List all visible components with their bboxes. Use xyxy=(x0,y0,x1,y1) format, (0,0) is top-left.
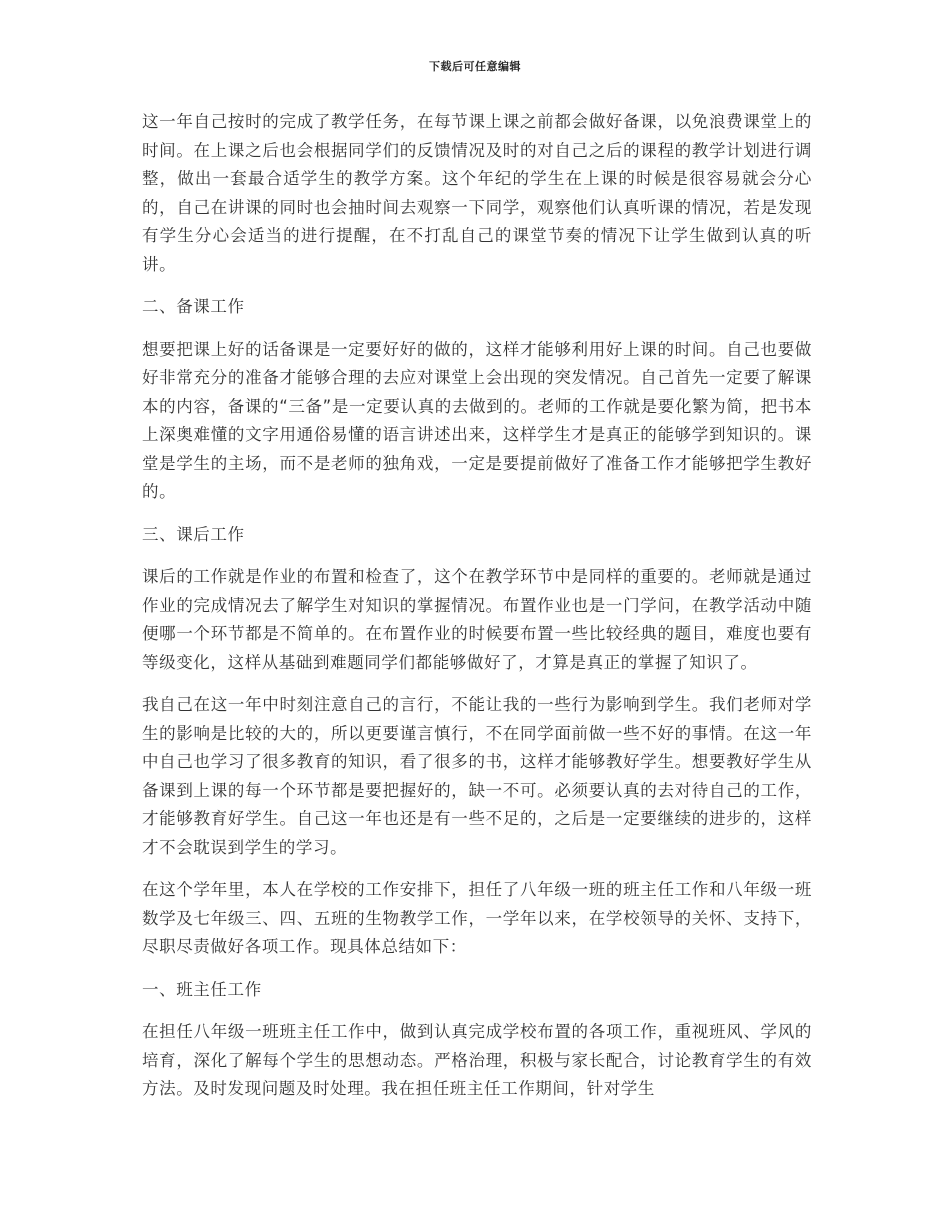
section-heading-lesson-prep: 二、备课工作 xyxy=(142,297,245,316)
paragraph-school-year-summary: 在这个学年里，本人在学校的工作安排下，担任了八年级一班的班主任工作和八年级一班数学及七年级三、四、五班的生物教学工作，一学年以来，在学校领导的关怀、支持下，尽职尽责做好各项工作。现具体总结如下： xyxy=(142,880,812,956)
paragraph-head-teacher: 在担任八年级一班班主任工作中，做到认真完成学校布置的各项工作，重视班风、学风的培育，深化了解每个学生的思想动态。严格治理，积极与家长配合，讨论教育学生的有效方法。及时发现问题及时处理。我在担任班主任工作期间，针对学生 xyxy=(142,1022,812,1098)
section-heading-head-teacher: 一、班主任工作 xyxy=(142,979,262,999)
paragraph-self-conduct: 我自己在这一年中时刻注意自己的言行，不能让我的一些行为影响到学生。我们老师对学生的影响是比较的大的，所以更要谨言慎行，不在同学面前做一些不好的事情。在这一年中自己也学习了很多教育的知识，看了很多的书，这样才能够教好学生。想要教好学生从备课到上课的每一个环节都是要把握好的，缺一不可。必须要认真的去对待自己的工作，才能够教育好学生。自己这一年也还是有一些不足的，之后是一定要继续的进步的，这样才不会耽误到学生的学习。 xyxy=(142,695,812,857)
paragraph-after-class: 课后的工作就是作业的布置和检查了，这个在教学环节中是同样的重要的。老师就是通过作业的完成情况去了解学生对知识的掌握情况。布置作业也是一门学问，在教学活动中随便哪一个环节都是不简单的。在布置作业的时候要布置一些比较经典的题目，难度也要有等级变化，这样从基础到难题同学们都能够做好了，才算是真正的掌握了知识了。 xyxy=(142,567,812,672)
page-header: 下载后可任意编辑 xyxy=(429,60,521,73)
paragraph-lesson-prep: 想要把课上好的话备课是一定要好好的做的，这样才能够利用好上课的时间。自己也要做好非常充分的准备才能够合理的去应对课堂上会出现的突发情况。自己首先一定要了解课本的内容，备课的“三备”是一定要认真的去做到的。老师的工作就是要化繁为简，把书本上深奥难懂的文字用通俗易懂的语言讲述出来，这样学生才是真正的能够学到知识的。课堂是学生的主场，而不是老师的独角戏，一定是要提前做好了准备工作才能够把学生教好的。 xyxy=(142,339,812,501)
paragraph-teaching-tasks: 这一年自己按时的完成了教学任务，在每节课上课之前都会做好备课，以免浪费课堂上的时间。在上课之后也会根据同学们的反馈情况及时的对自己之后的课程的教学计划进行调整，做出一套最合适学生的教学方案。这个年纪的学生在上课的时候是很容易就会分心的，自己在讲课的同时也会抽时间去观察一下同学，观察他们认真听课的情况，若是发现有学生分心会适当的进行提醒，在不打乱自己的课堂节奏的情况下让学生做到认真的听讲。 xyxy=(142,112,812,274)
document-body xyxy=(142,108,812,1118)
section-heading-after-class: 三、课后工作 xyxy=(142,524,245,544)
